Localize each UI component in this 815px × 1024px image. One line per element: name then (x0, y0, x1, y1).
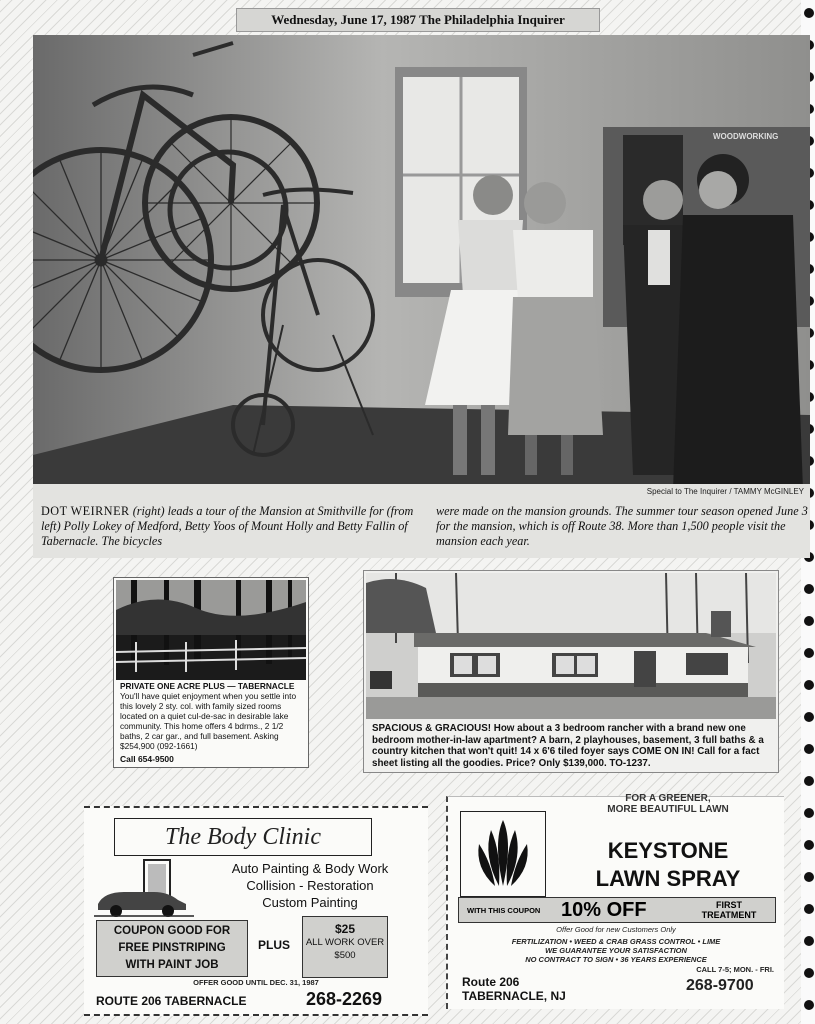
call-hours: CALL 7-5; MON. - FRI. (696, 965, 774, 974)
first-treatment-label: FIRST TREATMENT (701, 900, 757, 920)
body-clinic-phone: 268-2269 (306, 989, 383, 1009)
photo-caption (33, 500, 810, 558)
kicker-line: FOR A GREENER, (625, 793, 711, 804)
body-clinic-address: ROUTE 206 TABERNACLE (96, 994, 247, 1008)
kicker-line: MORE BEAUTIFUL LAWN (607, 804, 729, 815)
new-customers-note: Offer Good for new Customers Only (556, 925, 676, 934)
offer-expiry: OFFER GOOD UNTIL DEC. 31, 1987 (193, 978, 319, 987)
photo-credit: Special to The Inquirer / TAMMY McGINLEY (646, 487, 804, 496)
body-clinic-coupon[interactable] (84, 806, 428, 1016)
discount-bar (458, 897, 776, 923)
discount-text: ALL WORK OVER (305, 937, 385, 948)
keystone-address (462, 975, 566, 1003)
offer-line: WITH PAINT JOB (125, 959, 219, 971)
photo-illustration (33, 35, 810, 490)
keystone-title (558, 837, 778, 893)
service-line: FERTILIZATION • WEED & CRAB GRASS CONTROL • LIME (511, 937, 721, 946)
discount-box (302, 916, 388, 978)
title-line: LAWN SPRAY (595, 866, 741, 891)
offer-line: FREE PINSTRIPING (118, 942, 226, 954)
discount-percent: 10% OFF (561, 899, 647, 921)
caption-lead: DOT WEIRNER (41, 504, 130, 518)
keystone-phone: 268-9700 (686, 977, 754, 994)
pinstriping-offer-box (96, 920, 248, 977)
listing-rancher (363, 570, 779, 773)
mansion-tour-photo (33, 35, 810, 490)
body-clinic-services (200, 860, 420, 911)
listing-1-body: You'll have quiet enjoyment when you settle into this lovely 2 sty. col. with family sized rooms located on a quiet cul-de-sac in desirable lake community. This home offers 4 bdrms., 2 1/2 baths, 2 car gar., and full basement. Asking $254,900 (092-1661) (120, 691, 297, 751)
listing-1-photo (116, 580, 306, 680)
listing-1-phone: Call 654-9500 (120, 754, 174, 764)
keystone-services (448, 937, 784, 964)
listing-1-headline: PRIVATE ONE ACRE PLUS — TABERNACLE (120, 681, 295, 691)
service-line: Collision - Restoration (246, 878, 374, 893)
newspaper-masthead: Wednesday, June 17, 1987 The Philadelphia Inquirer (236, 8, 600, 32)
discount-min: $500 (334, 950, 356, 961)
woodworking-sign: WOODWORKING (713, 132, 779, 141)
address-route: Route 206 (462, 975, 520, 989)
leaf-logo-icon (460, 811, 546, 897)
listing-2-text: SPACIOUS & GRACIOUS! How about a 3 bedroom rancher with a brand new one bedroom mother-in-law apartment? A barn, 2 playhouses, basement, 3 full baths & a country kitchen that won't quit! 14 x 6'6 tiled foyer says COME ON IN! Call for a fact sheet listing all the goodies. Price? Only $139,000. TO-1237. (372, 723, 764, 769)
listing-1-text (120, 681, 304, 751)
rancher-house-illustration (366, 573, 776, 719)
plus-label: PLUS (258, 938, 291, 952)
service-line: Custom Painting (262, 895, 358, 910)
photo-credit-bar (33, 484, 810, 500)
caption-column-2: were made on the mansion grounds. The summer tour season opened June 3 for the mansion, which is off Route 38. More than 1,500 people visit the mansion each year. (436, 504, 808, 548)
service-line: NO CONTRACT TO SIGN • 36 YEARS EXPERIENCE (525, 955, 707, 964)
wooded-lot-illustration (116, 580, 306, 680)
caption-column-1 (41, 504, 429, 549)
car-illustration-icon (94, 858, 194, 918)
title-line: KEYSTONE (607, 838, 729, 863)
keystone-coupon[interactable] (446, 793, 784, 1009)
discount-amount: $25 (334, 922, 356, 936)
service-line: Auto Painting & Body Work (231, 861, 389, 876)
offer-line: COUPON GOOD FOR (113, 925, 231, 937)
listing-one-acre (113, 577, 309, 768)
keystone-kicker (558, 793, 778, 815)
service-line: WE GUARANTEE YOUR SATISFACTION (545, 946, 687, 955)
listing-2-photo (366, 573, 776, 719)
body-clinic-logo: The Body Clinic (114, 818, 372, 856)
caption-text-1: (right) leads a tour of the Mansion at Smithville for (from left) Polly Lokey of Medford, Betty Yoos of Mount Holly and Betty Fallin of Tabernacle. The bicycles (41, 504, 414, 548)
with-coupon-label: WITH THIS COUPON (467, 906, 541, 915)
address-town: TABERNACLE, NJ (462, 989, 566, 1003)
